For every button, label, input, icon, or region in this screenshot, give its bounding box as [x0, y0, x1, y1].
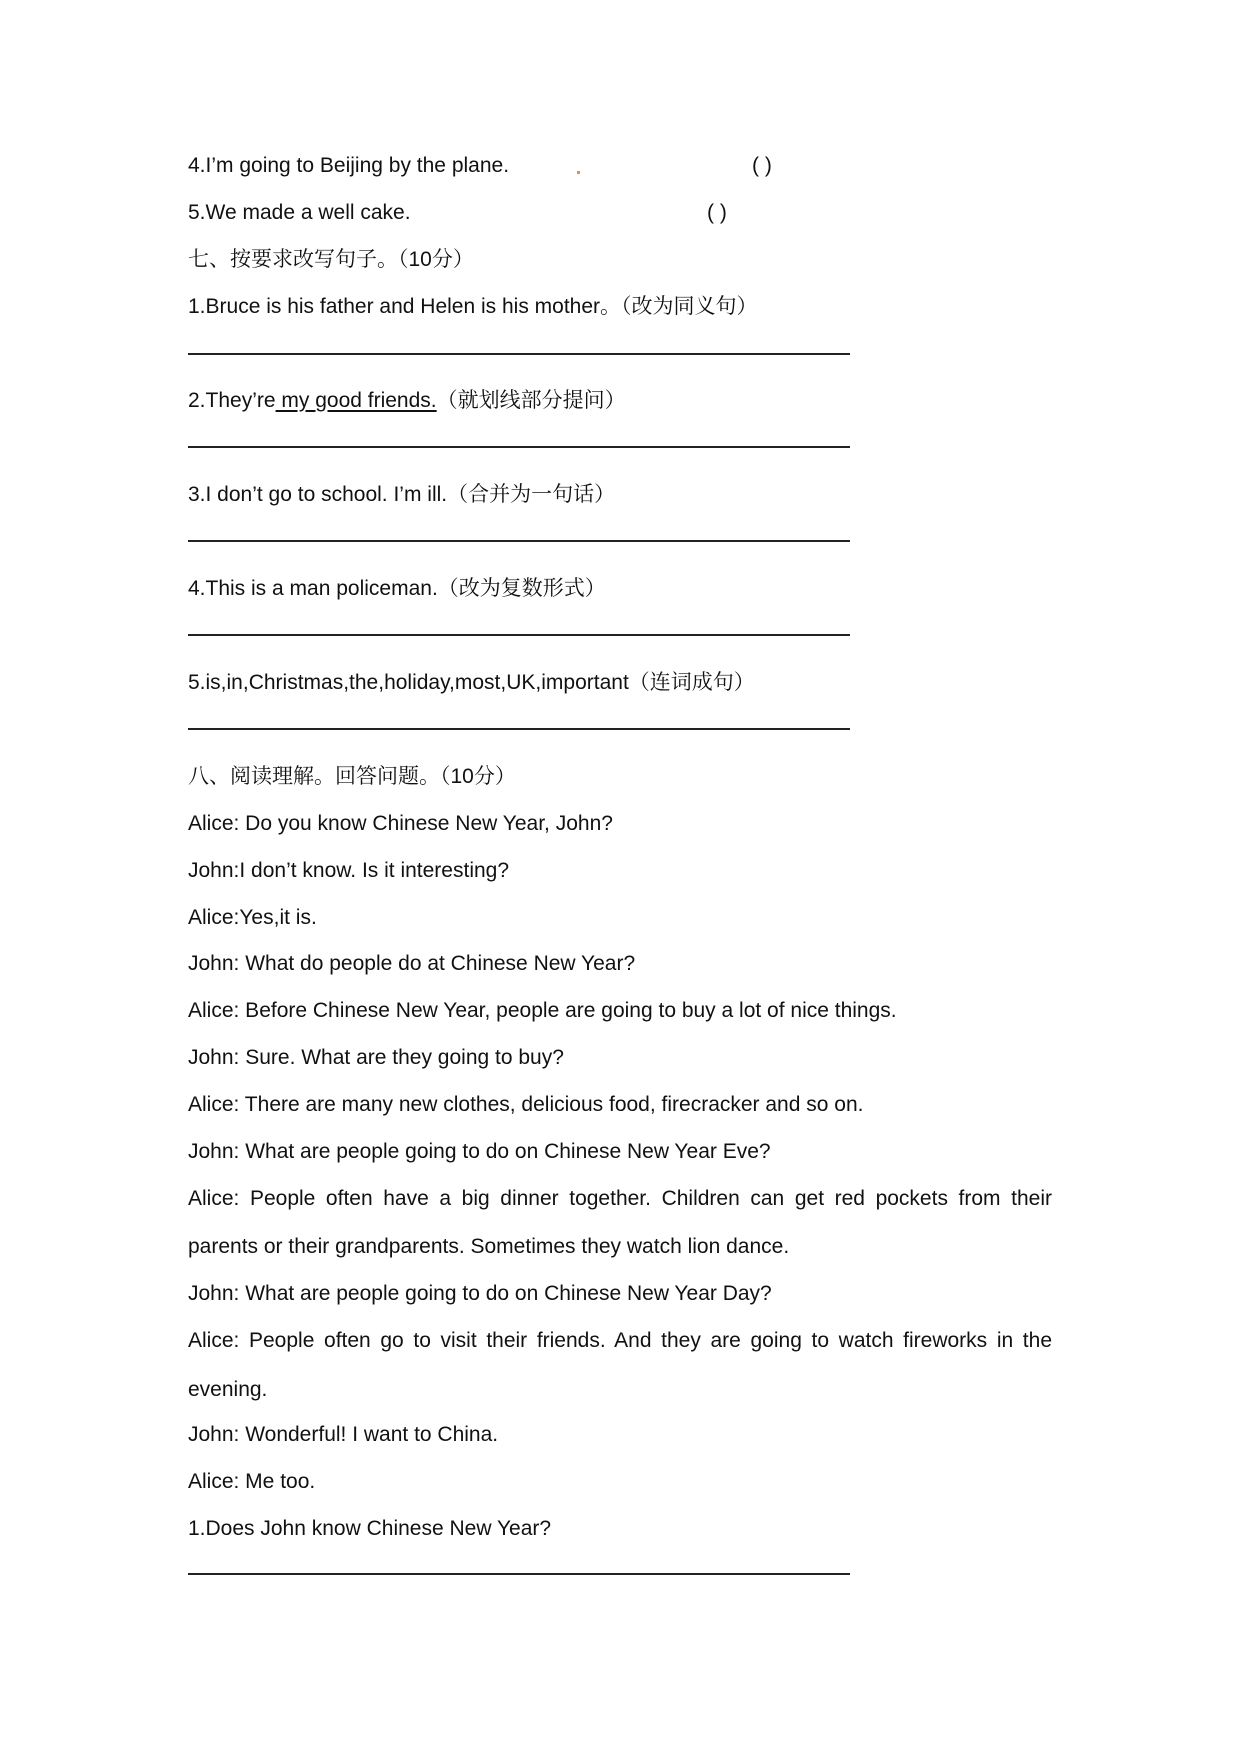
answer-line-2[interactable] [188, 446, 850, 448]
dialogue-line: Alice: Before Chinese New Year, people are going to buy a lot of nice things. [188, 999, 897, 1022]
dialogue-line: John: Sure. What are they going to buy? [188, 1046, 564, 1069]
dialogue-line: John: What do people do at Chinese New Year? [188, 952, 636, 975]
answer-line-3[interactable] [188, 540, 850, 542]
dialogue-line: parents or their grandparents. Sometimes they watch lion dance. [188, 1235, 790, 1258]
section7-title: 七、按要求改写句子。（10分） [188, 248, 474, 271]
answer-bracket-4[interactable]: ( ) [752, 154, 772, 177]
underlined-phrase: my good friends. [275, 389, 437, 412]
section8-title: 八、阅读理解。回答问题。（10分） [188, 765, 516, 788]
dialogue-line: John: What are people going to do on Chinese New Year Eve? [188, 1140, 771, 1163]
dialogue-line: Alice: There are many new clothes, delicious food, firecracker and so on. [188, 1093, 864, 1116]
reading-question-1: 1.Does John know Chinese New Year? [188, 1517, 552, 1540]
dialogue-line: John:I don’t know. Is it interesting? [188, 859, 510, 882]
stray-mark [577, 171, 580, 174]
dialogue-line: Alice:Yes,it is. [188, 906, 317, 929]
rewrite-item-2-suffix: （就划线部分提问） [436, 389, 626, 412]
dialogue-line: evening. [188, 1378, 268, 1401]
reading-answer-line-1[interactable] [188, 1573, 850, 1575]
dialogue-line: Alice: Do you know Chinese New Year, John? [188, 812, 613, 835]
rewrite-item-1: 1.Bruce is his father and Helen is his mother。（改为同义句） [188, 295, 758, 318]
dialogue-line: John: Wonderful! I want to China. [188, 1423, 499, 1446]
rewrite-item-4: 4.This is a man policeman.（改为复数形式） [188, 577, 606, 600]
rewrite-item-5: 5.is,in,Christmas,the,holiday,most,UK,important（连词成句） [188, 671, 755, 694]
dialogue-line: Alice: People often have a big dinner together. Children can get red pockets from their [188, 1187, 1052, 1210]
judgement-item-5: 5.We made a well cake. [188, 201, 411, 224]
judgement-item-4: 4.I’m going to Beijing by the plane. [188, 154, 510, 177]
dialogue-line: Alice: People often go to visit their friends. And they are going to watch fireworks in the [188, 1329, 1052, 1352]
answer-line-5[interactable] [188, 728, 850, 730]
answer-line-1[interactable] [188, 353, 850, 355]
dialogue-line: John: What are people going to do on Chinese New Year Day? [188, 1282, 772, 1305]
answer-line-4[interactable] [188, 634, 850, 636]
rewrite-item-3: 3.I don’t go to school. I’m ill.（合并为一句话） [188, 483, 616, 506]
rewrite-item-2-prefix: 2.They’re [188, 389, 276, 412]
rewrite-item-2 [188, 388, 626, 414]
dialogue-line: Alice: Me too. [188, 1470, 316, 1493]
answer-bracket-5[interactable]: ( ) [707, 201, 727, 224]
